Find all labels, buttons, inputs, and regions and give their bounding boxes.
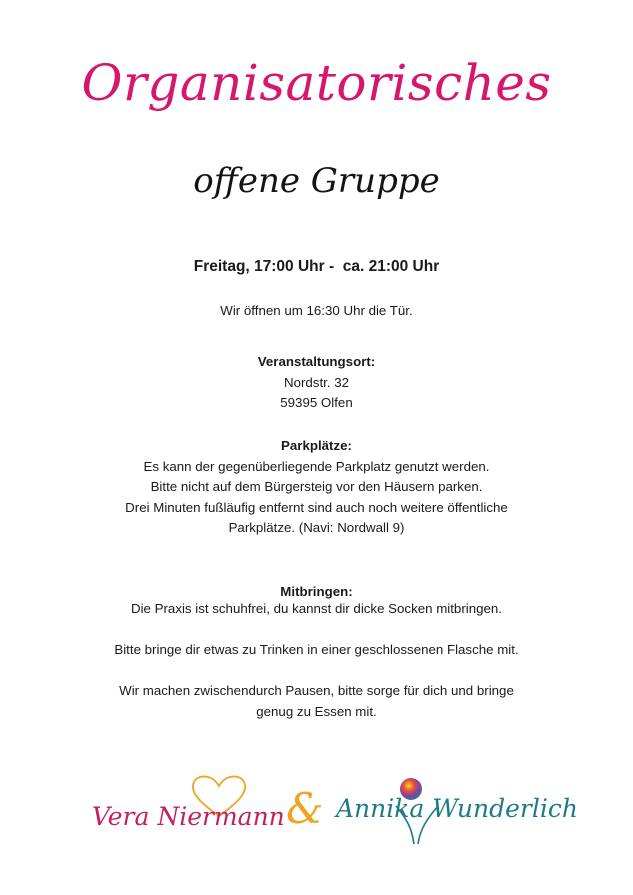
bring-line-drink: Bitte bringe dir etwas zu Trinken in einer geschlossenen Flasche mit. [114, 642, 519, 657]
parking-line: Drei Minuten fußläufig entfernt sind auch noch weitere öffentliche [125, 499, 508, 515]
bring-line-food-1: Wir machen zwischendurch Pausen, bitte sorge für dich und bringe [119, 683, 514, 698]
page-subtitle: offene Gruppe [193, 161, 440, 201]
parking-heading: Parkplätze: [281, 438, 352, 453]
parking-section [0, 436, 633, 539]
signature-footer [0, 770, 633, 865]
signature-vera: Vera Niermann [92, 802, 285, 831]
ampersand: & [286, 784, 324, 833]
bring-line-socks: Die Praxis ist schuhfrei, du kannst dir dicke Socken mitbringen. [130, 601, 502, 616]
venue-heading: Veranstaltungsort: [257, 354, 376, 369]
venue-section [0, 352, 633, 414]
venue-city: 59395 Olfen [280, 395, 353, 410]
venue-street: Nordstr. 32 [283, 374, 350, 390]
parking-line: Es kann der gegenüberliegende Parkplatz genutzt werden. [143, 458, 490, 474]
bring-line-food-2: genug zu Essen mit. [256, 703, 377, 719]
bring-line-food [0, 681, 633, 722]
bring-heading-text: Mitbringen: [280, 584, 353, 599]
open-note: Wir öffnen um 16:30 Uhr die Tür. [220, 303, 413, 318]
parking-line: Parkplätze. (Navi: Nordwall 9) [228, 520, 405, 535]
signature-annika: Annika Wunderlich [336, 794, 578, 823]
event-time: Freitag, 17:00 Uhr - ca. 21:00 Uhr [193, 258, 440, 275]
page-title: Organisatorisches [81, 54, 552, 112]
parking-line: Bitte nicht auf dem Bürgersteig vor den Häusern parken. [150, 479, 483, 494]
